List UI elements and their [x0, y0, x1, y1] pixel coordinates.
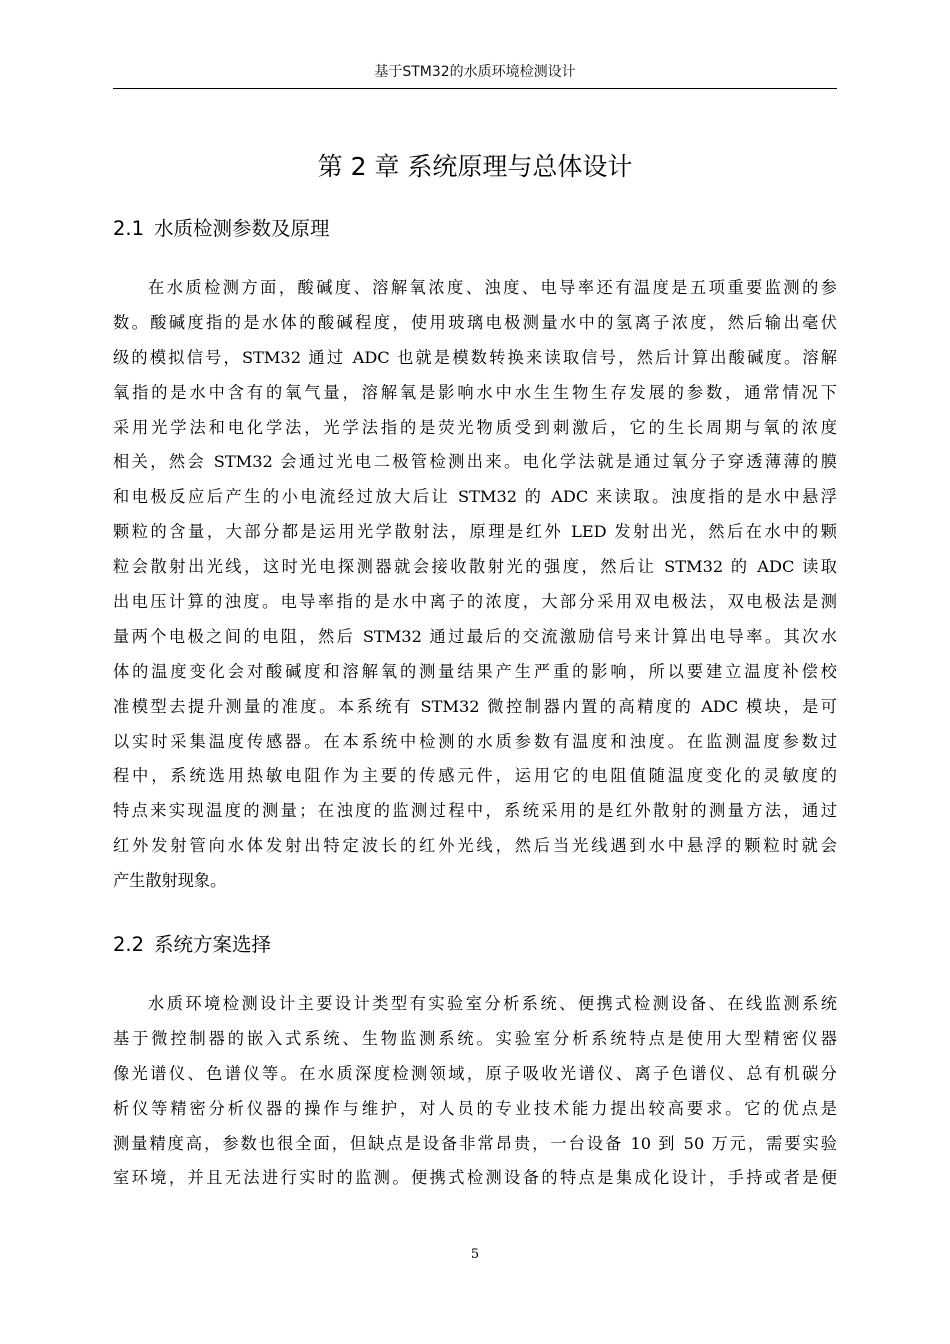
paragraph-line: 级的模拟信号，STM32 通过 ADC 也就是模数转换来读取信号，然后计算出酸碱度。溶解	[113, 347, 837, 367]
paragraph-line: 准模型去提升测量的准度。本系统有 STM32 微控制器内置的高精度的 ADC 模块，是可	[113, 696, 837, 716]
paragraph-line: 和电极反应后产生的小电流经过放大后让 STM32 的 ADC 来读取。浊度指的是水中悬浮	[113, 487, 837, 507]
section-number: 2.2	[113, 933, 145, 956]
paragraph-line: 红外发射管向水体发射出特定波长的红外光线，然后当光线遇到水中悬浮的颗粒时就会	[113, 836, 837, 856]
paragraph-line: 颗粒的含量，大部分都是运用光学散射法，原理是红外 LED 发射出光，然后在水中的颗	[113, 522, 837, 542]
paragraph-line: 相关，然会 STM32 会通过光电二极管检测出来。电化学法就是通过氧分子穿透薄薄的膜	[113, 452, 837, 472]
paragraph-line: 产生散射现象。	[113, 871, 227, 891]
paragraph-line: 量两个电极之间的电阻，然后 STM32 通过最后的交流激励信号来计算出电导率。其次水	[113, 626, 837, 646]
paragraph-line: 水质环境检测设计主要设计类型有实验室分析系统、便携式检测设备、在线监测系统	[148, 994, 837, 1013]
page-number: 5	[470, 1247, 480, 1262]
paragraph-line: 程中，系统选用热敏电阻作为主要的传感元件，运用它的电阻值随温度变化的灵敏度的	[113, 766, 837, 786]
paragraph-line: 氧指的是水中含有的氧气量，溶解氧是影响水中水生生物生存发展的参数，通常情况下	[113, 382, 837, 402]
chapter-title: 第 2 章 系统原理与总体设计	[317, 152, 633, 181]
paragraph-line: 出电压计算的浊度。电导率指的是水中离子的浓度，大部分采用双电极法，双电极法是测	[113, 592, 837, 612]
paragraph-line: 以实时采集温度传感器。在本系统中检测的水质参数有温度和浊度。在监测温度参数过	[113, 731, 837, 751]
section-heading-2-2	[113, 931, 837, 959]
section-2-2-paragraph	[113, 987, 837, 1196]
paragraph-line: 采用光学法和电化学法，光学法指的是荧光物质受到刺激后，它的生长周期与氧的浓度	[113, 417, 837, 437]
paragraph-line: 像光谱仪、色谱仪等。在水质深度检测领域，原子吸收光谱仪、离子色谱仪、总有机碳分	[113, 1063, 837, 1083]
section-number: 2.1	[113, 217, 145, 240]
paragraph-line: 体的温度变化会对酸碱度和溶解氧的测量结果产生严重的影响，所以要建立温度补偿校	[113, 661, 837, 681]
paragraph-line: 室环境，并且无法进行实时的监测。便携式检测设备的特点是集成化设计，手持或者是便	[113, 1168, 837, 1188]
section-title: 系统方案选择	[154, 933, 272, 956]
paragraph-line: 测量精度高，参数也很全面，但缺点是设备非常昂贵，一台设备 10 到 50 万元，需要实验	[113, 1133, 837, 1153]
paragraph-line: 基于微控制器的嵌入式系统、生物监测系统。实验室分析系统特点是使用大型精密仪器	[113, 1028, 837, 1048]
section-heading-2-1	[113, 215, 837, 243]
paragraph-line: 析仪等精密分析仪器的操作与维护，对人员的专业技术能力提出较高要求。它的优点是	[113, 1098, 837, 1118]
header-rule	[113, 88, 837, 89]
section-title: 水质检测参数及原理	[154, 217, 330, 240]
paragraph-line: 数。酸碱度指的是水体的酸碱程度，使用玻璃电极测量水中的氢离子浓度，然后输出毫伏	[113, 312, 837, 332]
running-header: 基于STM32的水质环境检测设计	[374, 64, 576, 80]
paragraph-line: 粒会散射出光线，这时光电探测器就会接收散射光的强度，然后让 STM32 的 ADC 读取	[113, 557, 837, 577]
paragraph-line: 特点来实现温度的测量；在浊度的监测过程中，系统采用的是红外散射的测量方法，通过	[113, 801, 837, 821]
section-2-1-paragraph	[113, 271, 837, 899]
paragraph-line: 在水质检测方面，酸碱度、溶解氧浓度、浊度、电导率还有温度是五项重要监测的参	[148, 278, 837, 297]
